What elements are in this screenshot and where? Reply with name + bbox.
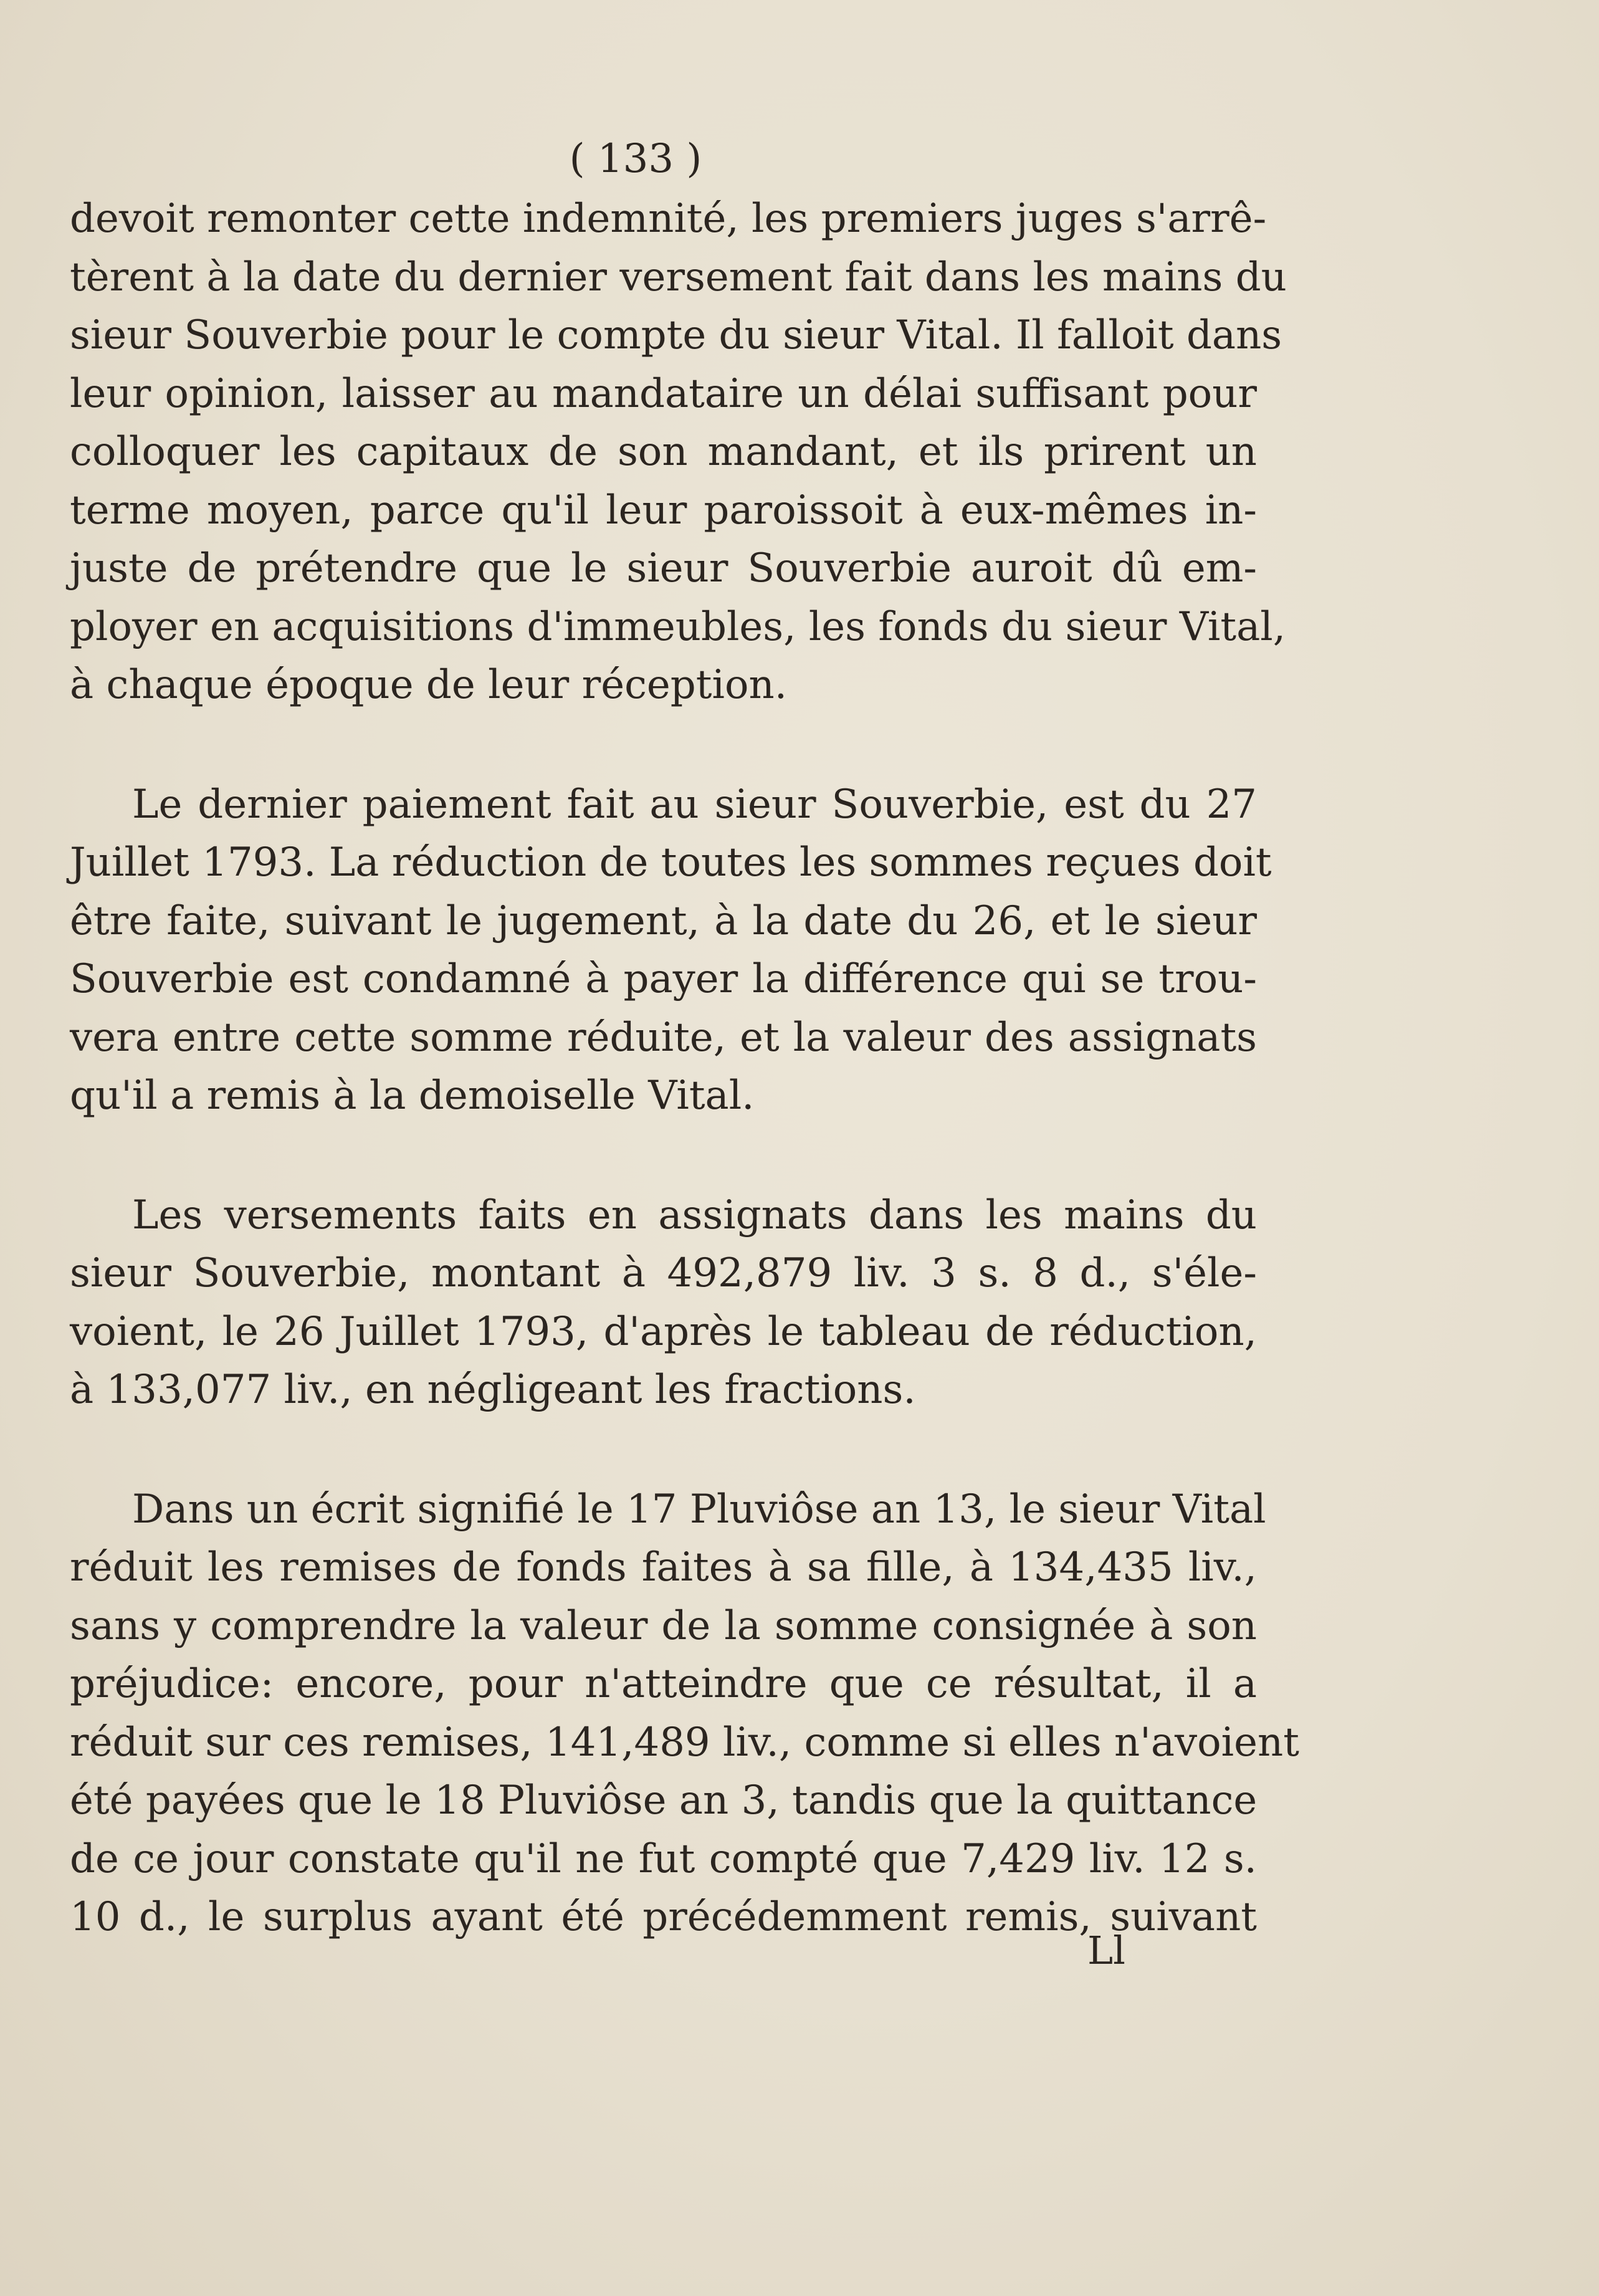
text-line: sans y comprendre la valeur de la somme consignée à son	[70, 1602, 1257, 1649]
text-line: Dans un écrit signifié le 17 Pluviôse an 13, le sieur Vital	[132, 1486, 1266, 1533]
signature-mark: Ll	[1087, 1928, 1126, 1973]
text-line: réduit sur ces remises, 141,489 liv., comme si elles n'avoient	[70, 1719, 1299, 1766]
text-line: Les versements faits en assignats dans les mains du	[132, 1192, 1257, 1238]
text-line: juste de prétendre que le sieur Souverbie auroit dû em-	[70, 545, 1257, 591]
text-line: terme moyen, parce qu'il leur paroissoit à eux-mêmes in-	[70, 487, 1257, 533]
text-line: été payées que le 18 Pluviôse an 3, tandis que la quittance	[70, 1777, 1258, 1824]
paragraph-1	[70, 190, 1287, 715]
paragraph-2	[70, 776, 1272, 1126]
text-line: à 133,077 liv., en négligeant les fractions.	[70, 1367, 916, 1413]
page-number: ( 133 )	[569, 136, 702, 182]
text-line: tèrent à la date du dernier versement fait dans les mains du	[70, 254, 1287, 300]
text-line: Juillet 1793. La réduction de toutes les sommes reçues doit	[70, 839, 1272, 886]
text-line: colloquer les capitaux de son mandant, et ils prirent un	[70, 429, 1257, 475]
text-line: ployer en acquisitions d'immeubles, les fonds du sieur Vital,	[70, 603, 1286, 650]
text-line: sieur Souverbie, montant à 492,879 liv. 3 s. 8 d., s'éle-	[70, 1250, 1257, 1296]
text-line: 10 d., le surplus ayant été précédemment remis, suivant	[70, 1894, 1257, 1940]
text-line: leur opinion, laisser au mandataire un délai suffisant pour	[70, 370, 1257, 417]
body-text	[70, 190, 1299, 2008]
text-line: Souverbie est condamné à payer la différence qui se trou-	[70, 956, 1257, 1002]
text-line: de ce jour constate qu'il ne fut compté que 7,429 liv. 12 s.	[70, 1835, 1257, 1882]
text-line: devoit remonter cette indemnité, les premiers juges s'arrê-	[70, 196, 1267, 242]
text-line: réduit les remises de fonds faites à sa fille, à 134,435 liv.,	[70, 1544, 1257, 1590]
text-line: à chaque époque de leur réception.	[70, 662, 788, 708]
text-line: qu'il a remis à la demoiselle Vital.	[70, 1073, 755, 1119]
paragraph-4	[70, 1481, 1299, 1947]
text-line: vera entre cette somme réduite, et la valeur des assignats	[70, 1014, 1257, 1061]
text-line: voient, le 26 Juillet 1793, d'après le tableau de réduction,	[70, 1308, 1257, 1355]
text-line: préjudice: encore, pour n'atteindre que ce résultat, il a	[70, 1661, 1257, 1707]
paragraph-3	[70, 1187, 1257, 1420]
text-line: être faite, suivant le jugement, à la date du 26, et le sieur	[70, 897, 1257, 944]
text-line: sieur Souverbie pour le compte du sieur Vital. Il falloit dans	[70, 312, 1282, 358]
text-line: Le dernier paiement fait au sieur Souverbie, est du 27	[132, 781, 1257, 828]
